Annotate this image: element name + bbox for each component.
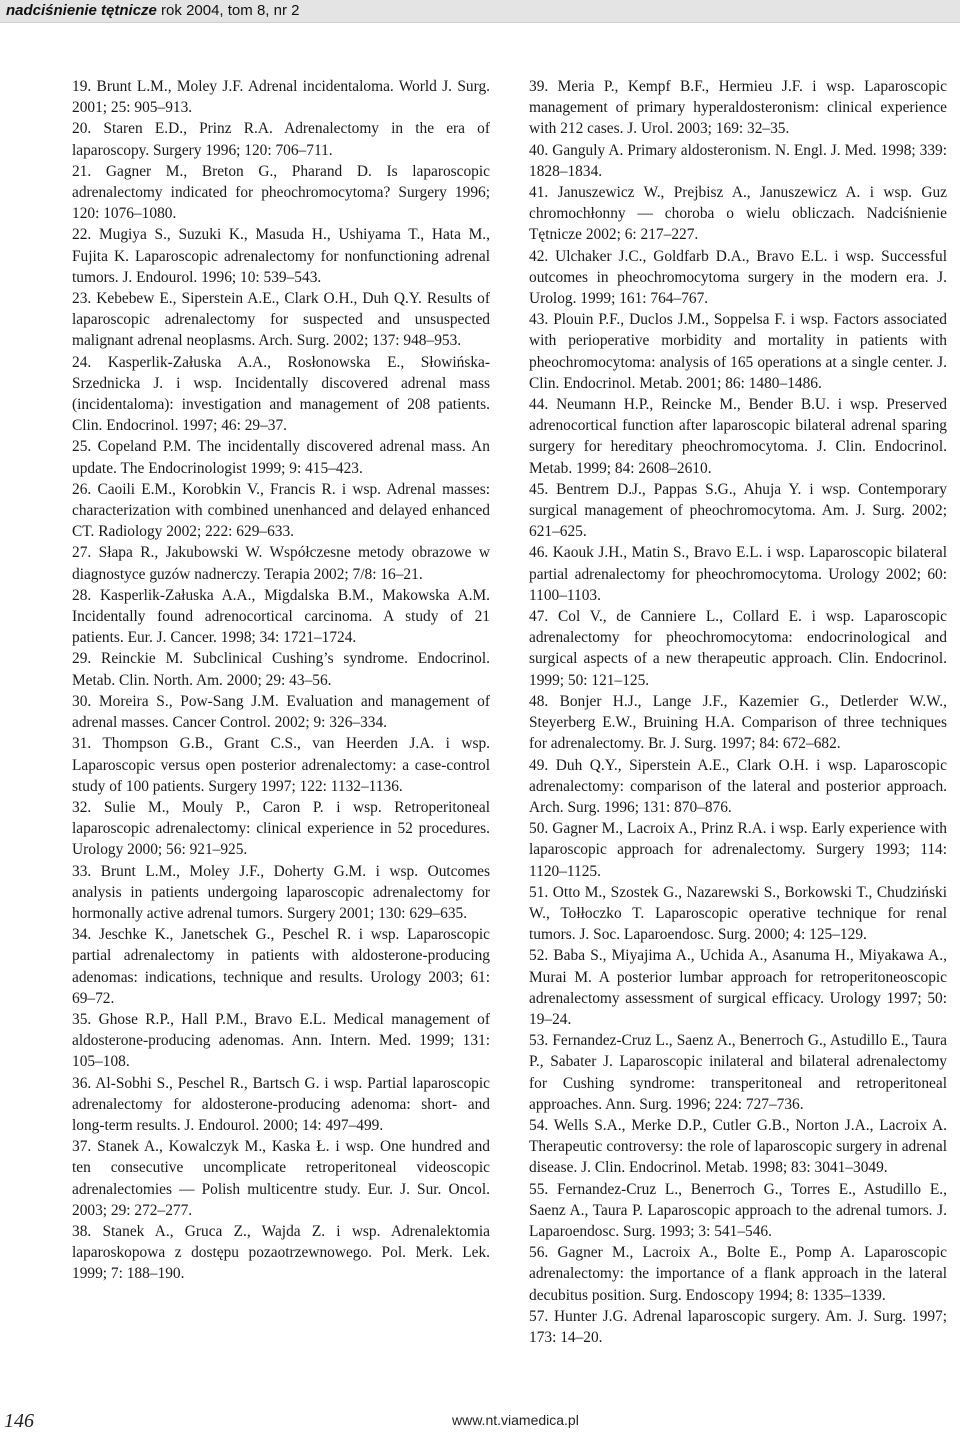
reference-item: 37. Stanek A., Kowalczyk M., Kaska Ł. i wsp. One hundred and ten consecutive uncomplicate retroperitoneal videoscopic adrenalectomies — Polish multicentre study. Eur. J. Sur. Oncol. 2003; 29: 272–277. <box>72 1138 490 1219</box>
reference-item: 38. Stanek A., Gruca Z., Wajda Z. i wsp. Adrenalektomia laparoskopowa z dostępu pozaotrzewnowego. Pol. Merk. Lek. 1999; 7: 188–190. <box>72 1222 490 1283</box>
journal-header <box>6 2 299 19</box>
journal-header-bar <box>0 0 960 23</box>
reference-item: 35. Ghose R.P., Hall P.M., Bravo E.L. Medical management of aldosterone-producing adenomas. Ann. Intern. Med. 1999; 131: 105–108. <box>72 1010 490 1071</box>
reference-item: 47. Col V., de Canniere L., Collard E. i wsp. Laparoscopic adrenalectomy for pheochromocytoma: endocrinological and surgical aspects of a new therapeutic approach. Clin. Endocrinol. 1999; 50: 121–125. <box>529 608 947 689</box>
reference-item: 51. Otto M., Szostek G., Nazarewski S., Borkowski T., Chudziński W., Tołłoczko T. Laparoscopic operative technique for renal tumors. J. Soc. Laparoendosc. Surg. 2000; 4: 125–129. <box>529 883 947 944</box>
reference-item: 43. Plouin P.F., Duclos J.M., Soppelsa F. i wsp. Factors associated with perioperative morbidity and mortality in patients with pheochromocytoma: analysis of 165 operations at a single center. J. Clin. Endocrinol. Metab. 2001; 86: 1480–1486. <box>529 311 947 392</box>
reference-item: 45. Bentrem D.J., Pappas S.G., Ahuja Y. i wsp. Contemporary surgical management of pheochromocytoma. Am. J. Surg. 2002; 621–625. <box>529 480 947 541</box>
reference-item: 23. Kebebew E., Siperstein A.E., Clark O.H., Duh Q.Y. Results of laparoscopic adrenalectomy for suspected and unsuspected malignant adrenal neoplasms. Arch. Surg. 2002; 137: 948–953. <box>72 290 490 350</box>
reference-item: 46. Kaouk J.H., Matin S., Bravo E.L. i wsp. Laparoscopic bilateral partial adrenalectomy for pheochromocytoma. Urology 2002; 60: 1100–1103. <box>529 544 947 604</box>
reference-item: 22. Mugiya S., Suzuki K., Masuda H., Ushiyama T., Hata M., Fujita K. Laparoscopic adrenalectomy for nonfunctioning adrenal tumors. J. Endourol. 1996; 10: 539–543. <box>72 226 490 286</box>
reference-item: 39. Meria P., Kempf B.F., Hermieu J.F. i wsp. Laparoscopic management of primary hyperaldosteronism: clinical experience with 212 cases. J. Urol. 2003; 169: 32–35. <box>529 78 947 138</box>
reference-item: 29. Reinckie M. Subclinical Cushing’s syndrome. Endocrinol. Metab. Clin. North. Am. 2000; 29: 43–56. <box>72 650 490 689</box>
reference-item: 21. Gagner M., Breton G., Pharand D. Is laparoscopic adrenalectomy indicated for pheochromocytoma? Surgery 1996; 120: 1076–1080. <box>72 162 490 223</box>
reference-item: 55. Fernandez-Cruz L., Benerroch G., Torres E., Astudillo E., Saenz A., Taura P. Laparoscopic approach to the adrenal tumors. J. Laparoendosc. Surg. 1993; 3: 541–546. <box>529 1180 947 1240</box>
reference-item: 52. Baba S., Miyajima A., Uchida A., Asanuma H., Miyakawa A., Murai M. A posterior lumbar approach for retroperitoneoscopic adrenalectomy assessment of surgical efficacy. Urology 1997; 50: 19–24. <box>529 947 947 1028</box>
reference-item: 57. Hunter J.G. Adrenal laparoscopic surgery. Am. J. Surg. 1997; 173: 14–20. <box>529 1307 947 1346</box>
reference-item: 41. Januszewicz W., Prejbisz A., Januszewicz A. i wsp. Guz chromochłonny — choroba o wielu obliczach. Nadciśnienie Tętnicze 2002; 6: 217–227. <box>529 184 947 244</box>
reference-item: 25. Copeland P.M. The incidentally discovered adrenal mass. An update. The Endocrinologist 1999; 9: 415–423. <box>72 438 490 477</box>
reference-item: 28. Kasperlik-Załuska A.A., Migdalska B.M., Makowska A.M. Incidentally found adrenocortical carcinoma. A study of 21 patients. Eur. J. Cancer. 1998; 34: 1721–1724. <box>72 586 490 647</box>
references-column-right <box>529 76 947 1348</box>
reference-item: 36. Al-Sobhi S., Peschel R., Bartsch G. i wsp. Partial laparoscopic adrenalectomy for aldosterone-producing adenoma: short- and long-term results. J. Endourol. 2000; 14: 497–499. <box>72 1074 490 1134</box>
reference-item: 31. Thompson G.B., Grant C.S., van Heerden J.A. i wsp. Laparoscopic versus open posterior adrenalectomy: a case-control study of 100 patients. Surgery 1997; 122: 1132–1136. <box>72 735 490 795</box>
reference-item: 48. Bonjer H.J., Lange J.F., Kazemier G., Detlerder W.W., Steyerberg E.W., Bruining H.A. Comparison of three techniques for adrenalectomy. Br. J. Surg. 1997; 84: 672–682. <box>529 692 947 753</box>
reference-item: 32. Sulie M., Mouly P., Caron P. i wsp. Retroperitoneal laparoscopic adrenalectomy: clinical experience in 52 procedures. Urology 2000; 56: 921–925. <box>72 798 490 859</box>
reference-item: 26. Caoili E.M., Korobkin V., Francis R. i wsp. Adrenal masses: characterization with combined unenhanced and delayed enhanced CT. Radiology 2002; 222: 629–633. <box>72 480 490 541</box>
references-column-left <box>72 76 490 1285</box>
reference-item: 50. Gagner M., Lacroix A., Prinz R.A. i wsp. Early experience with laparoscopic approach for adrenalectomy. Surgery 1993; 114: 1120–1125. <box>529 820 947 880</box>
reference-item: 54. Wells S.A., Merke D.P., Cutler G.B., Norton J.A., Lacroix A. Therapeutic controversy: the role of laparoscopic surgery in adrenal disease. J. Clin. Endocrinol. Metab. 1998; 83: 3041–3049. <box>529 1116 947 1177</box>
reference-item: 24. Kasperlik-Załuska A.A., Rosłonowska E., Słowińska-Srzednicka J. i wsp. Incidentally discovered adrenal mass (incidentaloma): investigation and management of 208 patients. Clin. Endocrinol. 1997; 46: 29–37. <box>72 353 490 435</box>
reference-item: 34. Jeschke K., Janetschek G., Peschel R. i wsp. Laparoscopic partial adrenalectomy in patients with aldosterone-producing adenomas: indications, technique and results. Urology 2003; 61: 69–72. <box>72 926 490 1007</box>
reference-item: 30. Moreira S., Pow-Sang J.M. Evaluation and management of adrenal masses. Cancer Control. 2002; 9: 326–334. <box>72 692 490 732</box>
reference-item: 33. Brunt L.M., Moley J.F., Doherty G.M. i wsp. Outcomes analysis in patients undergoing laparoscopic adrenalectomy for hormonally active adrenal tumors. Surgery 2001; 130: 629–635. <box>72 862 490 922</box>
reference-item: 53. Fernandez-Cruz L., Saenz A., Benerroch G., Astudillo E., Taura P., Sabater J. Laparoscopic inilateral and bilateral adrenalectomy for Cushing syndrome: transperitoneal and retroperitoneal approaches. Ann. Surg. 1996; 224: 727–736. <box>529 1032 947 1113</box>
reference-item: 44. Neumann H.P., Reincke M., Bender B.U. i wsp. Preserved adrenocortical function after laparoscopic bilateral adrenal sparing surgery for hereditary pheochromocytoma. J. Clin. Endocrinol. Metab. 1999; 84: 2608–2610. <box>529 396 947 477</box>
footer-url: www.nt.viamedica.pl <box>452 1412 579 1428</box>
reference-item: 49. Duh Q.Y., Siperstein A.E., Clark O.H. i wsp. Laparoscopic adrenalectomy: comparison of the lateral and posterior approach. Arch. Surg. 1996; 131: 870–876. <box>529 756 947 816</box>
journal-title: nadciśnienie tętnicze <box>6 2 157 19</box>
reference-item: 19. Brunt L.M., Moley J.F. Adrenal incidentaloma. World J. Surg. 2001; 25: 905–913. <box>72 78 490 117</box>
journal-issue: rok 2004, tom 8, nr 2 <box>156 2 300 19</box>
reference-item: 27. Słapa R., Jakubowski W. Współczesne metody obrazowe w diagnostyce guzów nadnerczy. Terapia 2002; 7/8: 16–21. <box>72 544 490 583</box>
reference-item: 42. Ulchaker J.C., Goldfarb D.A., Bravo E.L. i wsp. Successful outcomes in pheochromocytoma surgery in the modern era. J. Urolog. 1999; 161: 764–767. <box>529 247 947 308</box>
reference-item: 40. Ganguly A. Primary aldosteronism. N. Engl. J. Med. 1998; 339: 1828–1834. <box>529 141 947 180</box>
reference-item: 20. Staren E.D., Prinz R.A. Adrenalectomy in the era of laparoscopy. Surgery 1996; 120: 706–711. <box>72 120 490 159</box>
page-number: 146 <box>4 1410 34 1432</box>
reference-item: 56. Gagner M., Lacroix A., Bolte E., Pomp A. Laparoscopic adrenalectomy: the importance of a flank approach in the lateral decubitus position. Surg. Endoscopy 1994; 8: 1335–1339. <box>529 1244 947 1304</box>
